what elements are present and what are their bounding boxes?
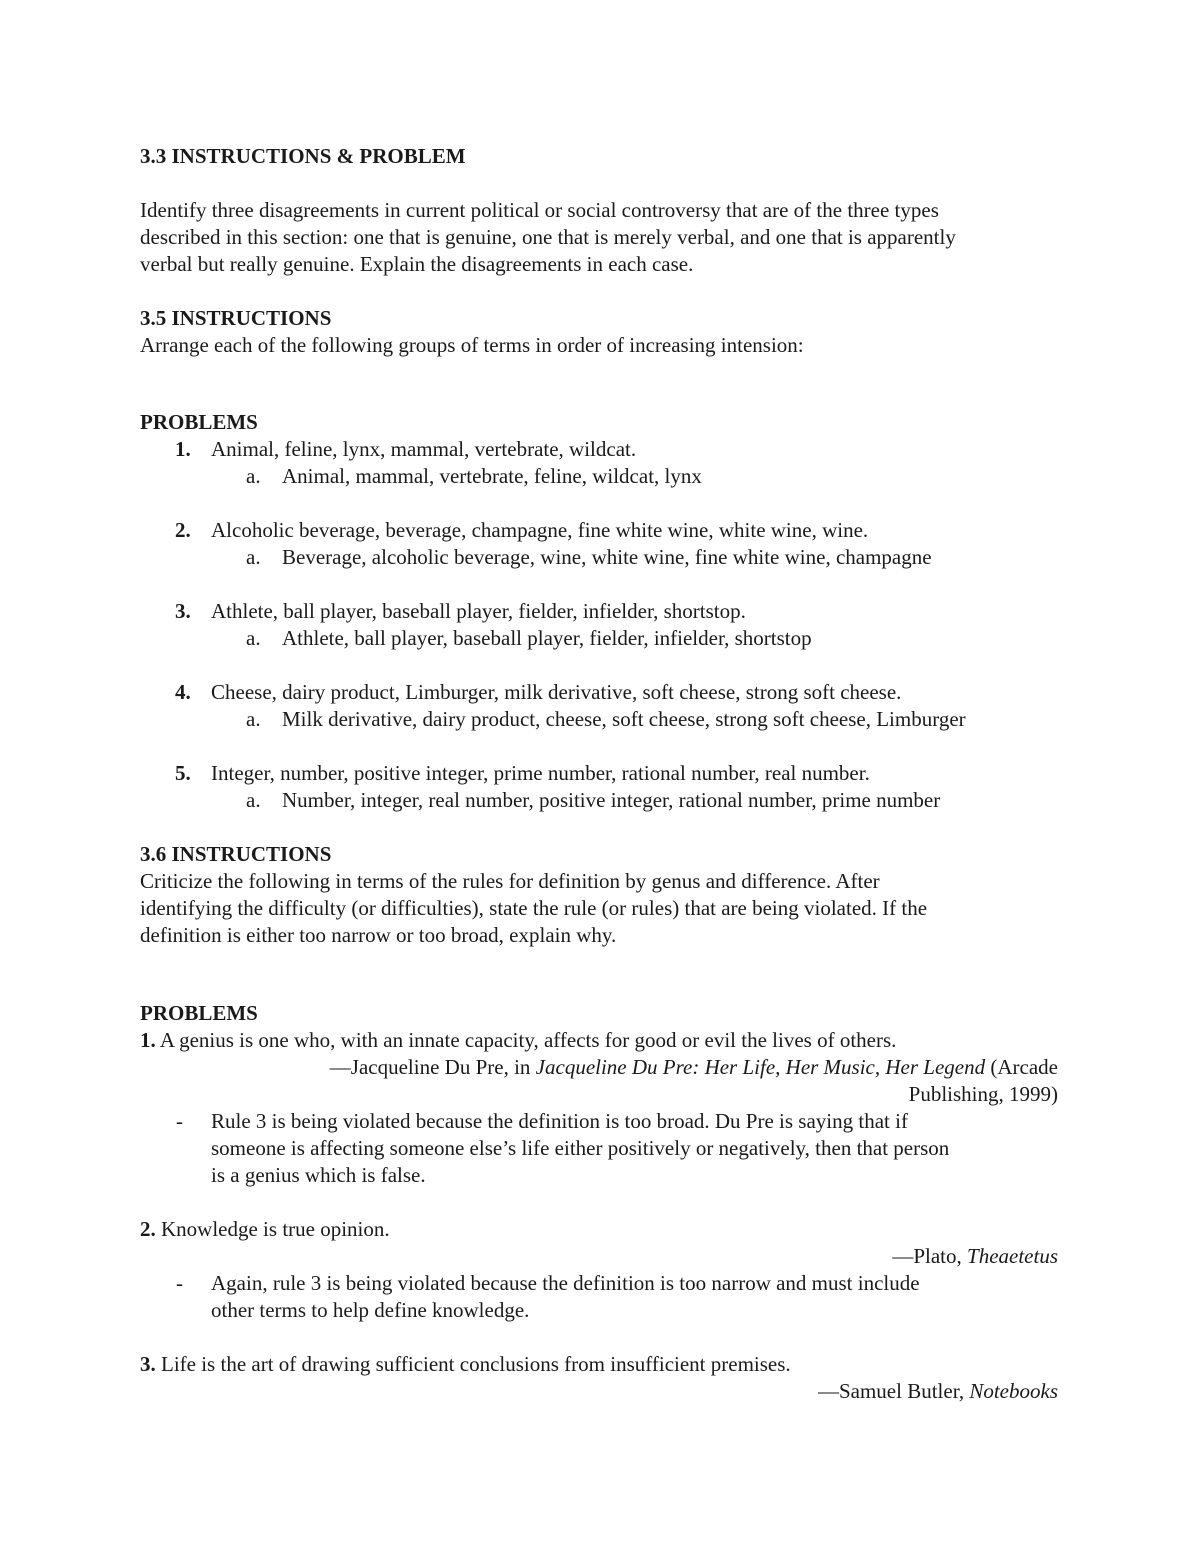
attribution-prefix: —Plato, — [892, 1244, 968, 1268]
problem-text: Knowledge is true opinion. — [161, 1217, 390, 1241]
problem-number: 2. — [175, 518, 191, 542]
problem-line — [140, 1351, 791, 1378]
problem-text: Cheese, dairy product, Limburger, milk derivative, soft cheese, strong soft cheese. — [211, 680, 902, 704]
dash-bullet: - — [176, 1271, 183, 1295]
answer-text: Beverage, alcoholic beverage, wine, white wine, fine white wine, champagne — [282, 545, 932, 569]
problem-text: Athlete, ball player, baseball player, fielder, infielder, shortstop. — [211, 599, 746, 623]
section-heading-3-3: 3.3 INSTRUCTIONS & PROBLEM — [140, 144, 466, 168]
problem-text: Integer, number, positive integer, prime number, rational number, real number. — [211, 761, 870, 785]
answer-text: Number, integer, real number, positive integer, rational number, prime number — [282, 788, 941, 812]
problems-heading: PROBLEMS — [140, 1001, 258, 1025]
answer-letter: a. — [246, 788, 261, 812]
problem-text: A genius is one who, with an innate capacity, affects for good or evil the lives of others. — [159, 1028, 897, 1052]
attribution-title: Jacqueline Du Pre: Her Life, Her Music, Her Legend — [535, 1055, 986, 1079]
body-line: identifying the difficulty (or difficulties), state the rule (or rules) that are being violated. If the — [140, 896, 928, 920]
answer-text: Milk derivative, dairy product, cheese, soft cheese, strong soft cheese, Limburger — [282, 707, 966, 731]
answer-letter: a. — [246, 707, 261, 731]
answer-line: Again, rule 3 is being violated because the definition is too narrow and must include — [211, 1271, 920, 1295]
answer-text: Athlete, ball player, baseball player, fielder, infielder, shortstop — [282, 626, 812, 650]
answer-line: someone is affecting someone else’s life either positively or negatively, then that person — [211, 1136, 950, 1160]
answer-letter: a. — [246, 464, 261, 488]
answer-letter: a. — [246, 545, 261, 569]
attribution — [818, 1378, 1058, 1405]
attribution-title: Notebooks — [969, 1379, 1058, 1403]
body-line: Identify three disagreements in current political or social controversy that are of the three types — [140, 198, 939, 222]
problem-text: Animal, feline, lynx, mammal, vertebrate, wildcat. — [211, 437, 637, 461]
problem-number: 3. — [175, 599, 191, 623]
problem-number: 3. — [140, 1352, 156, 1376]
answer-line: Rule 3 is being violated because the definition is too broad. Du Pre is saying that if — [211, 1109, 908, 1133]
answer-line: is a genius which is false. — [211, 1163, 426, 1187]
section-heading-3-6: 3.6 INSTRUCTIONS — [140, 842, 332, 866]
dash-bullet: - — [176, 1109, 183, 1133]
attribution — [892, 1243, 1058, 1270]
body-line: described in this section: one that is genuine, one that is merely verbal, and one that is apparently — [140, 225, 956, 249]
problem-line — [140, 1216, 390, 1243]
problem-text: Alcoholic beverage, beverage, champagne, fine white wine, white wine, wine. — [211, 518, 869, 542]
problem-number: 1. — [175, 437, 191, 461]
body-line: verbal but really genuine. Explain the disagreements in each case. — [140, 252, 694, 276]
problem-number: 1. — [140, 1028, 156, 1052]
problem-line — [140, 1027, 896, 1054]
problem-text: Life is the art of drawing sufficient conclusions from insufficient premises. — [161, 1352, 791, 1376]
problem-number: 2. — [140, 1217, 156, 1241]
attribution-suffix: (Arcade — [985, 1055, 1058, 1079]
attribution-prefix: —Samuel Butler, — [817, 1379, 970, 1403]
instruction-text: Arrange each of the following groups of terms in order of increasing intension: — [140, 333, 804, 357]
attribution-title: Theaetetus — [967, 1244, 1058, 1268]
body-line: definition is either too narrow or too broad, explain why. — [140, 923, 617, 947]
problem-number: 5. — [175, 761, 191, 785]
answer-text: Animal, mammal, vertebrate, feline, wildcat, lynx — [282, 464, 702, 488]
problems-heading: PROBLEMS — [140, 410, 258, 434]
section-heading-3-5: 3.5 INSTRUCTIONS — [140, 306, 332, 330]
answer-line: other terms to help define knowledge. — [211, 1298, 530, 1322]
attribution-prefix: —Jacqueline Du Pre, in — [329, 1055, 536, 1079]
attribution-line-2: Publishing, 1999) — [908, 1082, 1058, 1106]
attribution — [330, 1054, 1058, 1081]
body-line: Criticize the following in terms of the rules for definition by genus and difference. After — [140, 869, 880, 893]
answer-letter: a. — [246, 626, 261, 650]
problem-number: 4. — [175, 680, 191, 704]
